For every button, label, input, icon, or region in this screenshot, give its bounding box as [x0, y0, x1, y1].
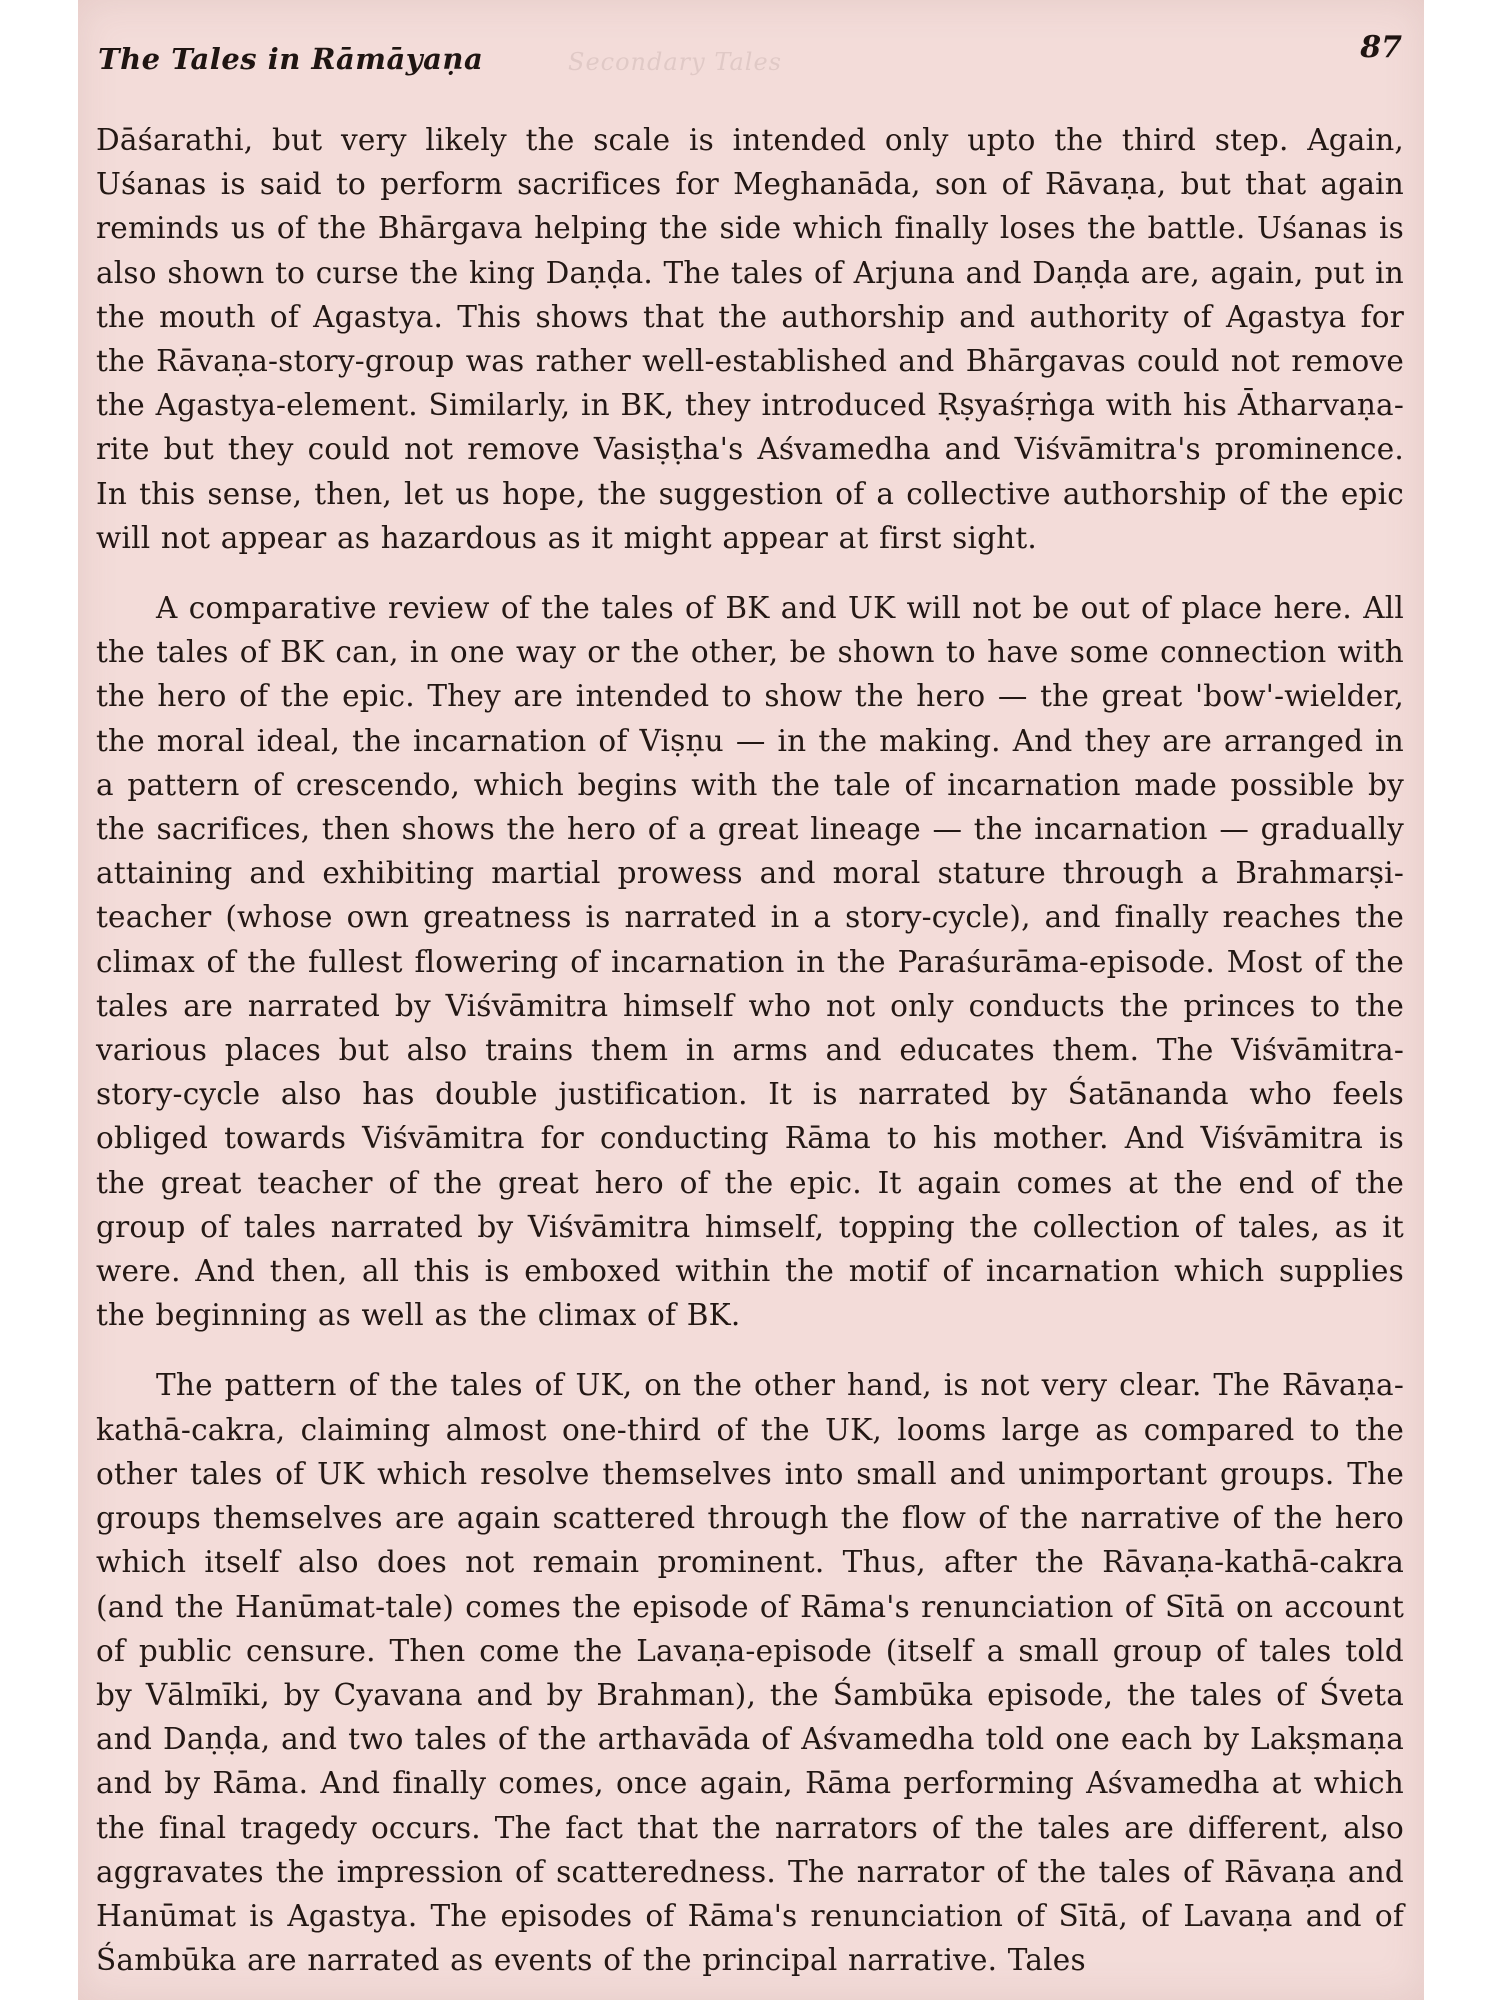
- paragraph-3: The pattern of the tales of UK, on the other hand, is not very clear. The Rāvaṇa-kathā-cakra, claiming almost one-third of the UK, looms large as compared to the other tales of UK which resolve themselves into small and unimportant groups. The groups themselves are again scattered through the flow of the narrative of the hero which itself also does not remain prominent. Thus, after the Rāvaṇa-kathā-cakra (and the Hanūmat-tale) comes the episode of Rāma's renunciation of Sītā on account of public censure. Then come the Lavaṇa-episode (itself a small group of tales told by Vālmīki, by Cyavana and by Brahman), the Śambūka episode, the tales of Śveta and Daṇḍa, and two tales of the arthavāda of Aśvamedha told one each by Lakṣmaṇa and by Rāma. And finally comes, once again, Rāma performing Aśvamedha at which the final tragedy occurs. The fact that the narrators of the tales are different, also aggravates the impression of scatteredness. The narrator of the tales of Rāvaṇa and Hanūmat is Agastya. The episodes of Rāma's renunciation of Sītā, of Lavaṇa and of Śambūka are narrated as events of the principal narrative. Tales: [96, 1368, 1404, 1978]
- page-number: 87: [1360, 30, 1402, 65]
- paragraph-1: Dāśarathi, but very likely the scale is intended only upto the third step. Again, Uśanas is said to perform sacrifices for Meghanāda, son of Rāvaṇa, but that again reminds us of the Bhārgava helping the side which finally loses the battle. Uśanas is also shown to curse the king Daṇḍa. The tales of Arjuna and Daṇḍa are, again, put in the mouth of Agastya. This shows that the authorship and authority of Agastya for the Rāvaṇa-story-group was rather well-established and Bhārgavas could not remove the Agastya-element. Similarly, in BK, they introduced Ṛṣyaśṛṅga with his Ātharvaṇa-rite but they could not remove Vasiṣṭha's Aśvamedha and Viśvāmitra's prominence. In this sense, then, let us hope, the suggestion of a collective authorship of the epic will not appear as hazardous as it might appear at first sight.: [96, 123, 1404, 555]
- body-text: [96, 118, 1404, 1982]
- bleed-through-text: Secondary Tales: [568, 48, 782, 76]
- page-header: [98, 28, 1402, 88]
- running-title: The Tales in Rāmāyaṇa: [98, 42, 484, 76]
- book-page: [78, 0, 1424, 2000]
- paragraph-2: A comparative review of the tales of BK and UK will not be out of place here. All the tales of BK can, in one way or the other, be shown to have some connection with the hero of the epic. They are intended to show the hero — the great 'bow'-wielder, the moral ideal, the incarnation of Viṣṇu — in the making. And they are arranged in a pattern of crescendo, which begins with the tale of incarnation made possible by the sacrifices, then shows the hero of a great lineage — the incarnation — gradually attaining and exhibiting martial prowess and moral stature through a Brahmarṣi-teacher (whose own greatness is narrated in a story-cycle), and finally reaches the climax of the fullest flowering of incarnation in the Paraśurāma-episode. Most of the tales are narrated by Viśvāmitra himself who not only conducts the princes to the various places but also trains them in arms and educates them. The Viśvāmitra-story-cycle also has double justification. It is narrated by Śatānanda who feels obliged towards Viśvāmitra for conducting Rāma to his mother. And Viśvāmitra is the great teacher of the great hero of the epic. It again comes at the end of the group of tales narrated by Viśvāmitra himself, topping the collection of tales, as it were. And then, all this is emboxed within the motif of incarnation which supplies the beginning as well as the climax of BK.: [96, 591, 1404, 1333]
